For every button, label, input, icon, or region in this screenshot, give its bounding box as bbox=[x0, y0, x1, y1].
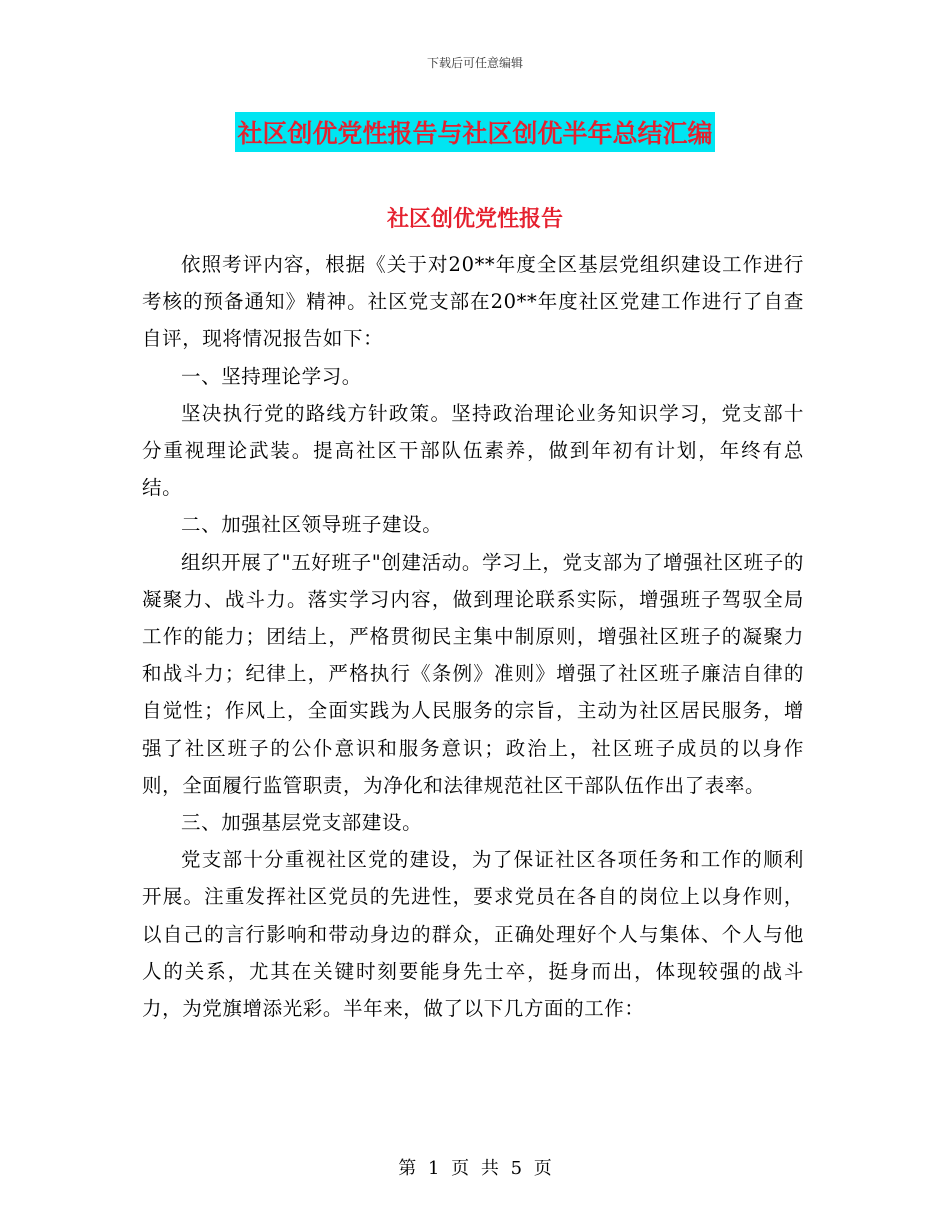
heading-party-branch: 三、加强基层党支部建设。 bbox=[181, 811, 423, 835]
main-title-container bbox=[0, 112, 950, 152]
paragraph-intro: 依照考评内容，根据《关于对20**年度全区基层党组织建设工作进行考核的预备通知》精神。社区党支部在20**年度社区党建工作进行了自查自评，现将情况报告如下： bbox=[142, 253, 804, 351]
document-body bbox=[142, 246, 804, 1027]
heading-leadership-team: 二、加强社区领导班子建设。 bbox=[181, 513, 443, 537]
paragraph-theory-study: 坚决执行党的路线方针政策。坚持政治理论业务知识学习，党支部十分重视理论武装。提高社区干部队伍素养，做到年初有计划，年终有总结。 bbox=[142, 401, 804, 500]
paragraph-party-branch: 党支部十分重视社区党的建设，为了保证社区各项任务和工作的顺利开展。注重发挥社区党员的先进性，要求党员在各自的岗位上以身作则，以自己的言行影响和带动身边的群众，正确处理好个人与集体、个人与他人的关系，尤其在关键时刻要能身先士卒，挺身而出，体现较强的战斗力，为党旗增添光彩。半年来，做了以下几方面的工作： bbox=[142, 848, 804, 1021]
paragraph-leadership-team: 组织开展了"五好班子"创建活动。学习上，党支部为了增强社区班子的凝聚力、战斗力。落实学习内容，做到理论联系实际，增强班子驾驭全局工作的能力；团结上，严格贯彻民主集中制原则，增强社区班子的凝聚力和战斗力；纪律上，严格执行《条例》准则》增强了社区班子廉洁自律的自觉性；作风上，全面实践为人民服务的宗旨，主动为社区居民服务，增强了社区班子的公仆意识和服务意识；政治上，社区班子成员的以身作则，全面履行监管职责，为净化和法律规范社区干部队伍作出了表率。 bbox=[142, 550, 804, 797]
page-header-note: 下载后可任意编辑 bbox=[426, 56, 523, 70]
main-title: 社区创优党性报告与社区创优半年总结汇编 bbox=[235, 112, 714, 152]
heading-theory-study: 一、坚持理论学习。 bbox=[181, 364, 362, 388]
page-number: 第 1 页 共 5 页 bbox=[398, 1158, 552, 1179]
section-title: 社区创优党性报告 bbox=[386, 207, 563, 232]
